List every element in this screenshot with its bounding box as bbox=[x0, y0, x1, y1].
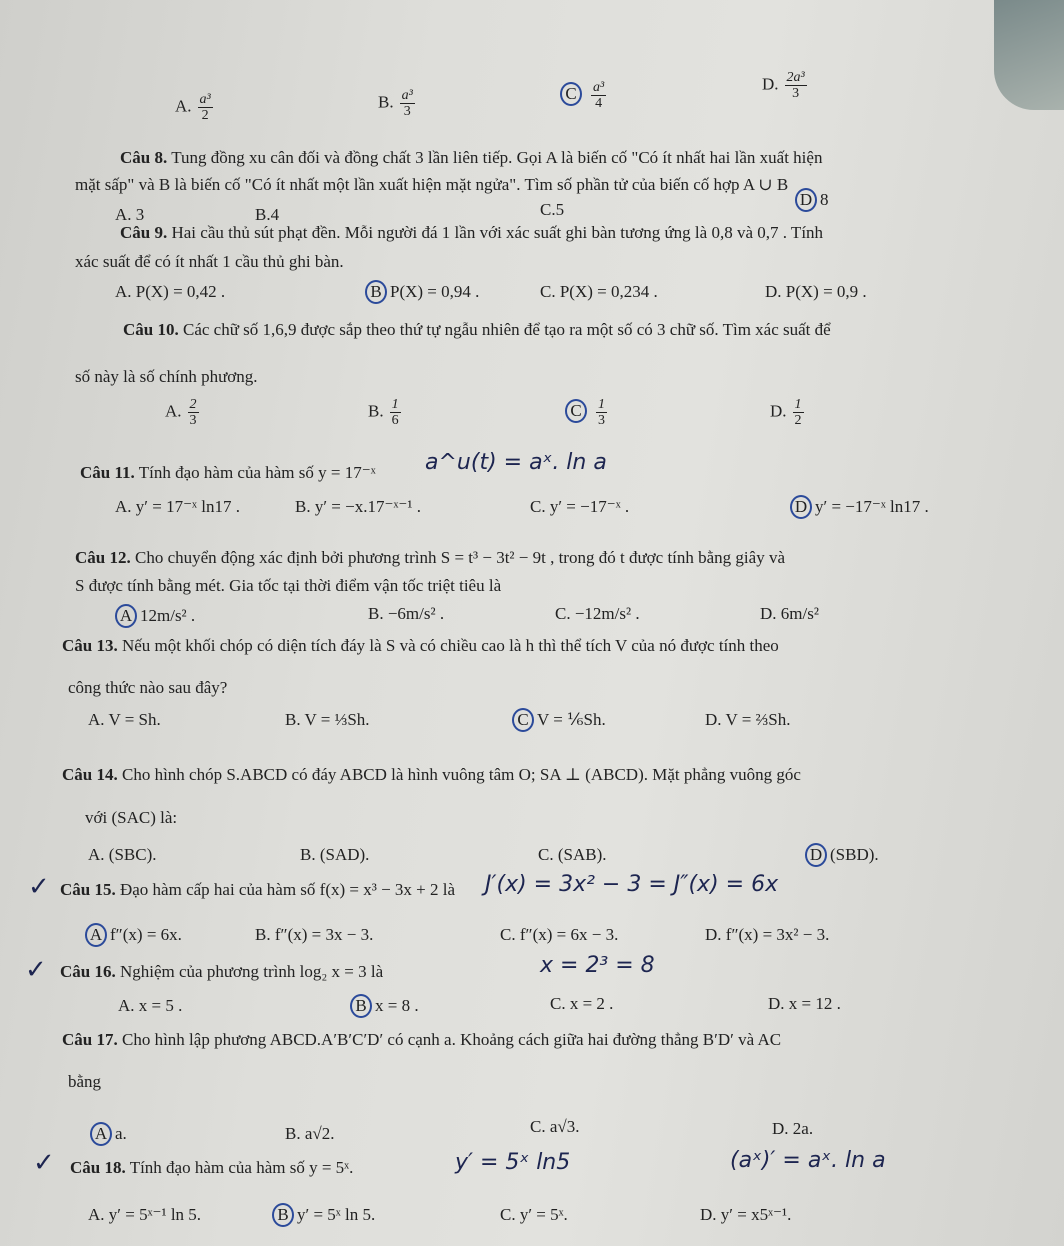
question-number: Câu 12. bbox=[75, 548, 131, 567]
question-number: Câu 17. bbox=[62, 1030, 118, 1049]
option-b bbox=[368, 397, 401, 428]
denominator: 2 bbox=[794, 413, 802, 428]
answer-circle: C bbox=[560, 82, 582, 106]
option-c: C. −12m/s² . bbox=[555, 604, 640, 623]
question-number: Câu 18. bbox=[70, 1158, 126, 1177]
answer-circle: B bbox=[365, 280, 387, 304]
option-c: C. a√3. bbox=[530, 1117, 580, 1136]
numerator: 2 bbox=[189, 397, 197, 412]
question-text: Cho hình lập phương ABCD.A′B′C′D′ có cạnh a. Khoảng cách giữa hai đường thẳng B′D′ và AC bbox=[121, 1030, 782, 1049]
option-b: B. (SAD). bbox=[300, 845, 370, 864]
question-text: số này là số chính phương. bbox=[75, 367, 258, 386]
question-text: Hai cầu thủ sút phạt đền. Mỗi người đá 1 lần với xác suất ghi bàn tương ứng là 0,8 và 0,7 . Tính bbox=[171, 223, 824, 242]
answer-circle: A bbox=[85, 923, 107, 947]
option-a: a. bbox=[115, 1124, 127, 1143]
denominator: 2 bbox=[201, 108, 209, 123]
option-a: A. 3 bbox=[115, 205, 145, 224]
option-d bbox=[762, 70, 807, 101]
option-label: B. bbox=[378, 92, 394, 112]
option-c-circled bbox=[565, 397, 607, 428]
question-text: Nếu một khối chóp có diện tích đáy là S và có chiều cao là h thì thể tích V của nó được tính theo bbox=[121, 636, 779, 655]
handwritten-note: (aˣ)′ = aˣ. ln a bbox=[730, 1148, 886, 1173]
fraction bbox=[198, 92, 213, 123]
option-c: V = ⅙Sh. bbox=[537, 710, 606, 729]
question-text: bằng bbox=[68, 1072, 102, 1091]
check-mark-icon: ✓ bbox=[28, 872, 50, 902]
option-d: (SBD). bbox=[830, 845, 879, 864]
option-b: B. a√2. bbox=[285, 1124, 335, 1143]
check-mark-icon: ✓ bbox=[33, 1148, 55, 1178]
option-d: D. 6m/s² bbox=[760, 604, 819, 623]
option-d: y′ = −17⁻ˣ ln17 . bbox=[815, 497, 929, 516]
numerator: 1 bbox=[794, 397, 802, 412]
numerator: 1 bbox=[391, 397, 399, 412]
option-a: A. x = 5 . bbox=[118, 996, 183, 1015]
answer-circle: C bbox=[565, 399, 587, 423]
handwritten-note: x = 2³ = 8 bbox=[540, 953, 655, 978]
option-b: B. y′ = −x.17⁻ˣ⁻¹ . bbox=[295, 497, 421, 516]
option-d: D. x = 12 . bbox=[768, 994, 841, 1013]
denominator: 3 bbox=[189, 413, 197, 428]
question-text: xác suất để có ít nhất 1 cầu thủ ghi bàn. bbox=[75, 252, 344, 271]
answer-circle: D bbox=[790, 495, 812, 519]
answer-circle: D bbox=[795, 188, 817, 212]
option-b: x = 8 . bbox=[375, 996, 419, 1015]
background-object bbox=[994, 0, 1064, 110]
option-a bbox=[165, 397, 199, 428]
numerator: 2a³ bbox=[786, 70, 805, 85]
option-a: A. y′ = 5ˣ⁻¹ ln 5. bbox=[88, 1205, 202, 1224]
option-b: B. V = ⅓Sh. bbox=[285, 710, 370, 729]
denominator: 4 bbox=[595, 96, 603, 111]
question-text: mặt sấp" và B là biến cố "Có ít nhất một lần xuất hiện mặt ngửa". Tìm số phần tử của biến cố hợp A ∪ B bbox=[75, 175, 789, 194]
question-text: Tính đạo hàm của hàm số y = 5ˣ. bbox=[129, 1158, 354, 1177]
option-d bbox=[770, 397, 804, 428]
question-number: Câu 14. bbox=[62, 765, 118, 784]
option-c: C.5 bbox=[540, 200, 565, 219]
option-c: C. x = 2 . bbox=[550, 994, 614, 1013]
option-b bbox=[378, 88, 415, 119]
option-b: B.4 bbox=[255, 205, 280, 224]
question-text: Đạo hàm cấp hai của hàm số f(x) = x³ − 3x + 2 là bbox=[119, 880, 456, 899]
answer-circle: B bbox=[272, 1203, 294, 1227]
option-d: D. V = ⅔Sh. bbox=[705, 710, 791, 729]
option-c: C. f″(x) = 6x − 3. bbox=[500, 925, 619, 944]
denominator: 3 bbox=[598, 413, 605, 428]
handwritten-note: J′(x) = 3x² − 3 = J″(x) = 6x bbox=[485, 872, 779, 897]
question-text: Nghiệm của phương trình log₂ x = 3 là bbox=[119, 962, 384, 981]
fraction bbox=[400, 88, 415, 119]
option-a: f″(x) = 6x. bbox=[110, 925, 182, 944]
question-text: S được tính bằng mét. Gia tốc tại thời điểm vận tốc triệt tiêu là bbox=[75, 576, 502, 595]
numerator: a³ bbox=[199, 92, 211, 107]
numerator: a³ bbox=[401, 88, 413, 103]
fraction bbox=[390, 397, 401, 428]
option-label: B. bbox=[368, 401, 384, 421]
option-c: C. y′ = 5ˣ. bbox=[500, 1205, 568, 1224]
question-text: công thức nào sau đây? bbox=[68, 678, 228, 697]
answer-circle: B bbox=[350, 994, 372, 1018]
check-mark-icon: ✓ bbox=[25, 955, 47, 985]
question-number: Câu 15. bbox=[60, 880, 116, 899]
option-c: C. y′ = −17⁻ˣ . bbox=[530, 497, 630, 516]
option-a bbox=[175, 92, 213, 123]
handwritten-note: y′ = 5ˣ ln5 bbox=[455, 1150, 571, 1175]
fraction bbox=[793, 397, 804, 428]
option-b: B. f″(x) = 3x − 3. bbox=[255, 925, 374, 944]
option-b: B. −6m/s² . bbox=[368, 604, 445, 623]
option-b: P(X) = 0,94 . bbox=[390, 282, 480, 301]
option-c: C. (SAB). bbox=[538, 845, 607, 864]
option-c: C. P(X) = 0,234 . bbox=[540, 282, 658, 301]
option-label: A. bbox=[175, 96, 192, 116]
question-text: Cho chuyển động xác định bởi phương trình S = t³ − 3t² − 9t , trong đó t được tính bằng giây và bbox=[134, 548, 785, 567]
question-number: Câu 9. bbox=[120, 223, 168, 242]
option-d: D. f″(x) = 3x² − 3. bbox=[705, 925, 830, 944]
question-text: với (SAC) là: bbox=[85, 808, 178, 827]
question-number: Câu 11. bbox=[80, 463, 135, 482]
answer-circle: D bbox=[805, 843, 827, 867]
answer-circle: A bbox=[90, 1122, 112, 1146]
option-d: 8 bbox=[820, 190, 829, 209]
fraction bbox=[785, 70, 807, 101]
question-number: Câu 16. bbox=[60, 962, 116, 981]
question-text: Tính đạo hàm của hàm số y = 17⁻ˣ bbox=[138, 463, 376, 482]
handwritten-note: a^u(t) = aˣ. ln a bbox=[425, 450, 607, 475]
option-d: D. 2a. bbox=[772, 1119, 814, 1138]
option-label: A. bbox=[165, 401, 182, 421]
numerator: a³ bbox=[593, 80, 605, 95]
fraction bbox=[596, 397, 607, 428]
option-a: 12m/s² . bbox=[140, 606, 196, 625]
denominator: 3 bbox=[403, 104, 411, 119]
fraction bbox=[591, 80, 606, 111]
option-b: y′ = 5ˣ ln 5. bbox=[297, 1205, 376, 1224]
question-number: Câu 10. bbox=[123, 320, 179, 339]
denominator: 3 bbox=[792, 86, 800, 101]
option-a: A. V = Sh. bbox=[88, 710, 161, 729]
denominator: 6 bbox=[391, 413, 399, 428]
question-text: Cho hình chóp S.ABCD có đáy ABCD là hình vuông tâm O; SA ⊥ (ABCD). Mặt phẳng vuông góc bbox=[121, 765, 801, 784]
option-d: D. P(X) = 0,9 . bbox=[765, 282, 867, 301]
option-label: D. bbox=[762, 74, 779, 94]
fraction bbox=[188, 397, 199, 428]
answer-circle: C bbox=[512, 708, 534, 732]
question-number: Câu 8. bbox=[120, 148, 168, 167]
numerator: 1 bbox=[598, 397, 605, 412]
option-d: D. y′ = x5ˣ⁻¹. bbox=[700, 1205, 792, 1224]
option-a: A. P(X) = 0,42 . bbox=[115, 282, 226, 301]
option-a: A. y′ = 17⁻ˣ ln17 . bbox=[115, 497, 240, 516]
answer-circle: A bbox=[115, 604, 137, 628]
question-text: Tung đồng xu cân đối và đồng chất 3 lần liên tiếp. Gọi A là biến cố "Có ít nhất hai lần xuất hiện bbox=[171, 148, 823, 167]
option-c-circled bbox=[560, 80, 606, 111]
option-label: D. bbox=[770, 401, 787, 421]
question-number: Câu 13. bbox=[62, 636, 118, 655]
question-text: Các chữ số 1,6,9 được sắp theo thứ tự ngẫu nhiên để tạo ra một số có 3 chữ số. Tìm xác suất để bbox=[182, 320, 831, 339]
option-a: A. (SBC). bbox=[88, 845, 157, 864]
